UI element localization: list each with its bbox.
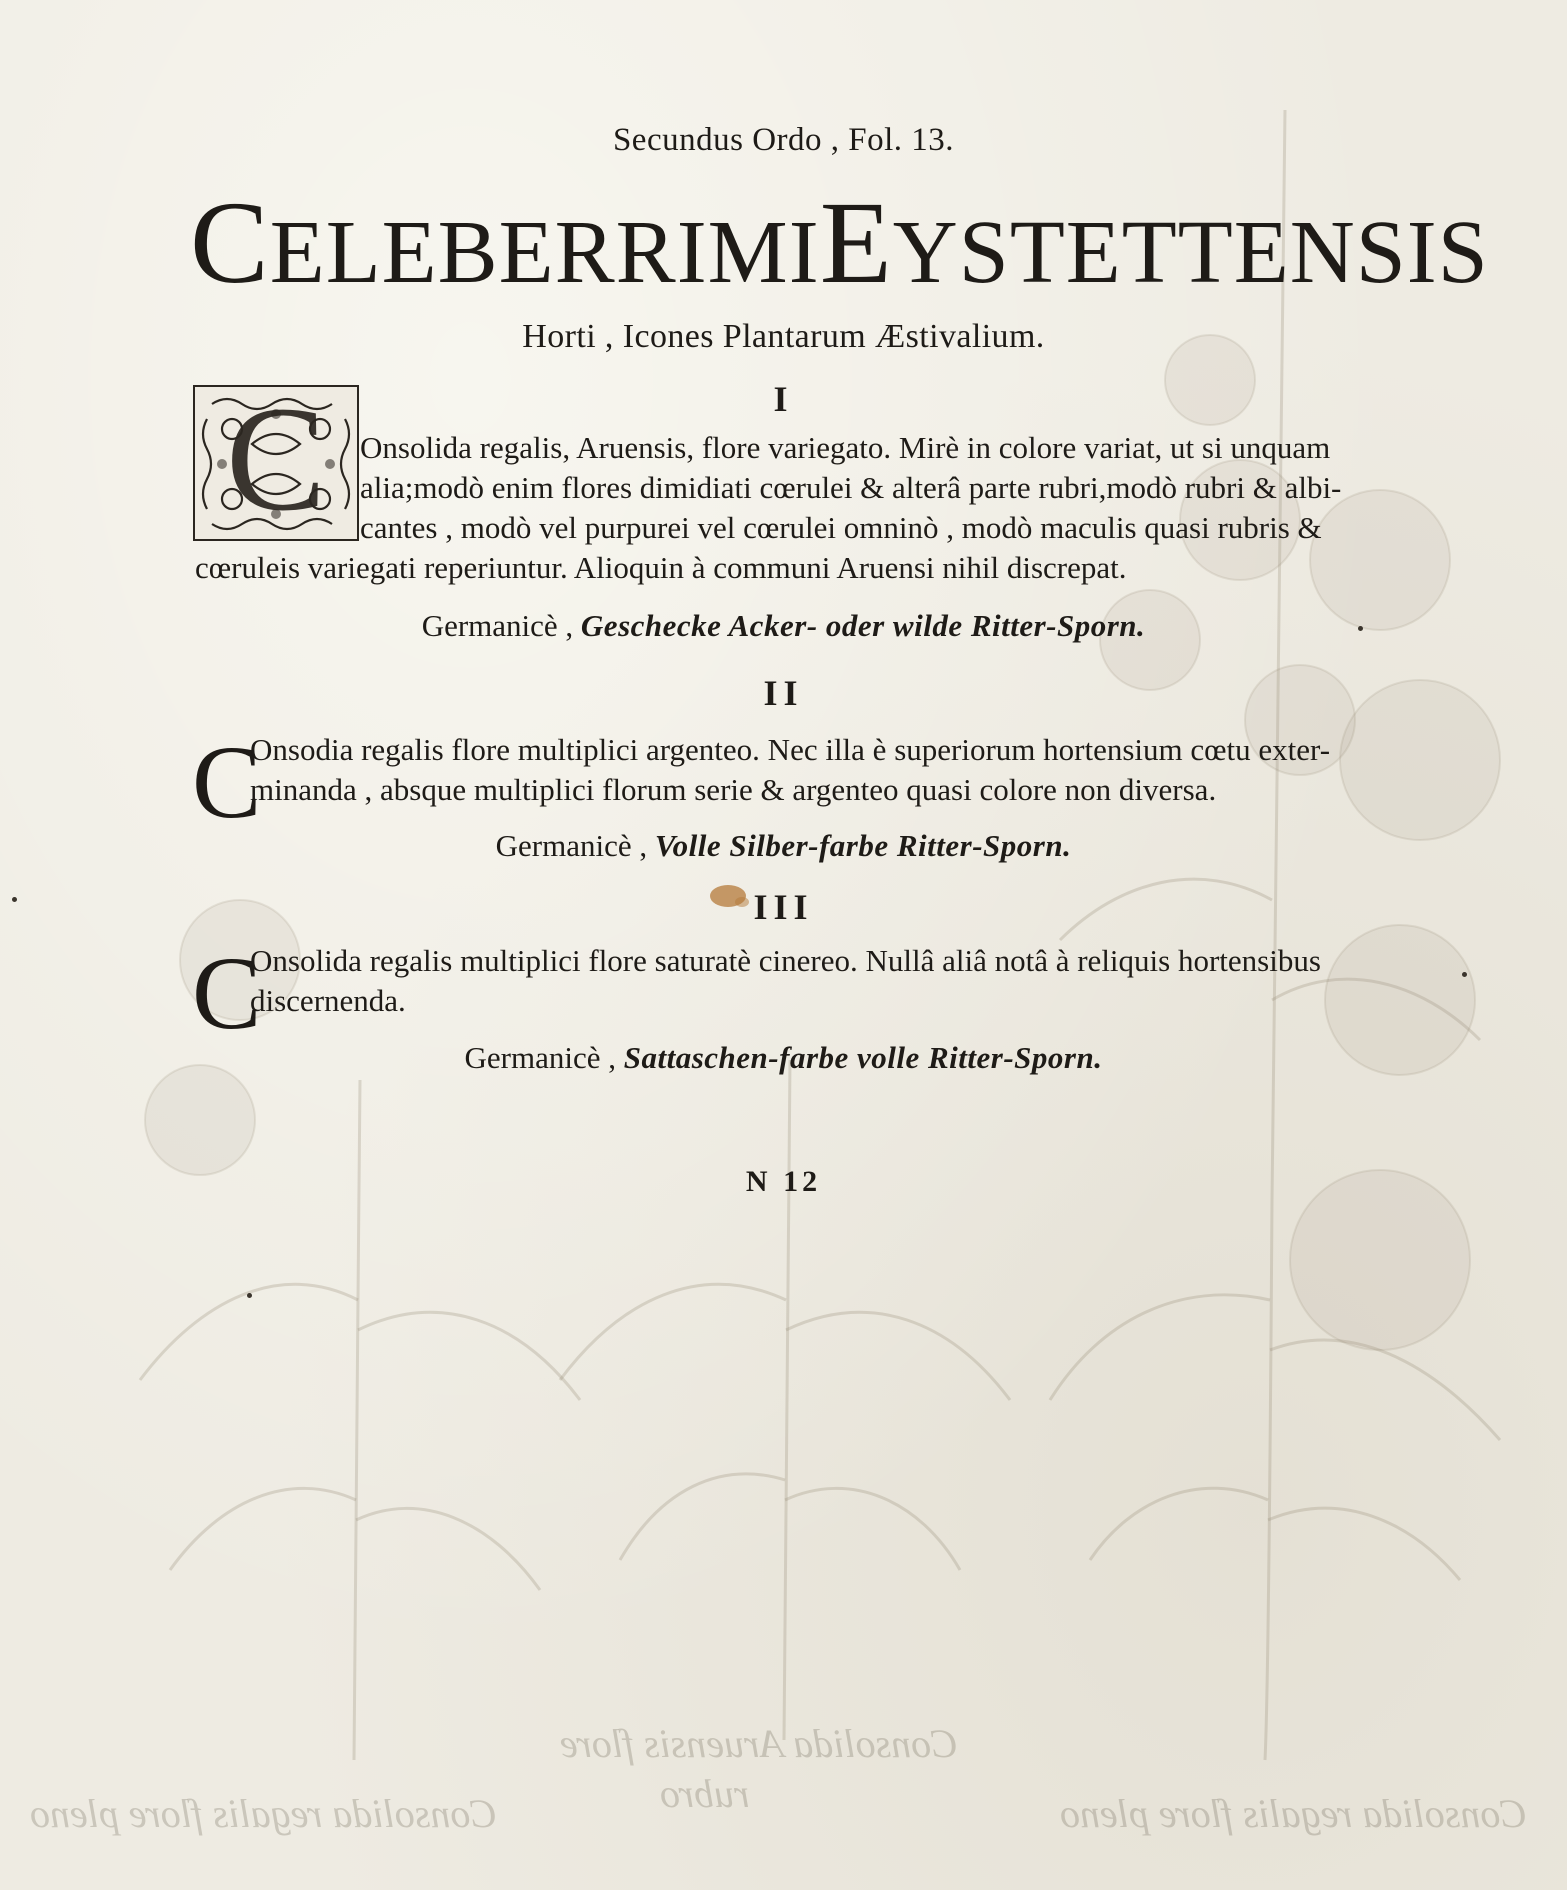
text-line: minanda , absque multiplici florum serie & argenteo quasi colore non diversa. xyxy=(250,772,1217,807)
title-capital: C xyxy=(190,177,270,308)
german-label: Germanicè , xyxy=(495,828,648,863)
text-line: Onsolida regalis, Aruensis, flore variegato. Mirè in colore variat, ut si unquam xyxy=(360,430,1331,465)
page-header: Secundus Ordo , Fol. 13. xyxy=(612,122,955,158)
german-text: Volle Silber-farbe Ritter-Sporn. xyxy=(654,828,1072,863)
page-title xyxy=(190,177,1489,308)
initial-letter: C xyxy=(192,725,262,840)
initial-letter: C xyxy=(192,936,262,1051)
title-word: ELEBERRIMI xyxy=(269,203,820,302)
svg-text:C: C xyxy=(225,384,327,542)
folio-signature: N 12 xyxy=(745,1165,822,1198)
entry-numeral: I xyxy=(773,379,794,419)
german-label: Germanicè , xyxy=(464,1040,617,1075)
entry-text xyxy=(195,548,1395,588)
text-line: discernenda. xyxy=(250,983,406,1018)
german-text: Sattaschen-farbe volle Ritter-Sporn. xyxy=(623,1040,1103,1075)
bleedthrough-caption: Consolida regalis flore pleno xyxy=(30,1791,498,1836)
german-label: Germanicè , xyxy=(421,608,574,643)
ornament-icon xyxy=(192,384,360,542)
entry-text xyxy=(250,941,1395,1021)
text-line: cœruleis variegati reperiuntur. Alioquin à communi Aruensi nihil discrepat. xyxy=(195,550,1127,585)
title-capital: E xyxy=(819,177,893,308)
bleedthrough-caption: Consolida regalis flore pleno xyxy=(1060,1791,1528,1836)
title-word: YSTETTENSIS xyxy=(892,203,1489,302)
entry-numeral: II xyxy=(763,673,804,713)
paper-speck xyxy=(12,897,17,902)
german-text: Geschecke Acker- oder wilde Ritter-Sporn. xyxy=(580,608,1146,643)
text-line: cantes , modò vel purpurei vel cœrulei omninò , modò maculis quasi rubris & xyxy=(360,510,1322,545)
paper-speck xyxy=(247,1293,252,1298)
german-name xyxy=(0,1040,1567,1076)
text-line: Onsodia regalis flore multiplici argenteo. Nec illa è superiorum hortensium cœtu exter- xyxy=(250,732,1331,767)
entry-text xyxy=(360,428,1395,548)
german-name xyxy=(0,828,1567,864)
page-subtitle: Horti , Icones Plantarum Æstivalium. xyxy=(522,318,1045,355)
bleedthrough-caption: rubro xyxy=(660,1771,750,1816)
text-line: Onsolida regalis multiplici flore saturatè cinereo. Nullâ aliâ notâ à reliquis hortensibus xyxy=(250,943,1321,978)
ornamental-initial xyxy=(192,384,360,542)
text-line: alia;modò enim flores dimidiati cœrulei & alterâ parte rubri,modò rubri & albi- xyxy=(360,470,1342,505)
german-name xyxy=(0,608,1567,644)
bleedthrough-caption: Consolida Aruensis flore xyxy=(560,1721,958,1766)
paper-speck xyxy=(1358,626,1363,631)
entry-text xyxy=(250,730,1395,810)
paper-speck xyxy=(1462,972,1467,977)
entry-numeral: III xyxy=(753,887,814,927)
